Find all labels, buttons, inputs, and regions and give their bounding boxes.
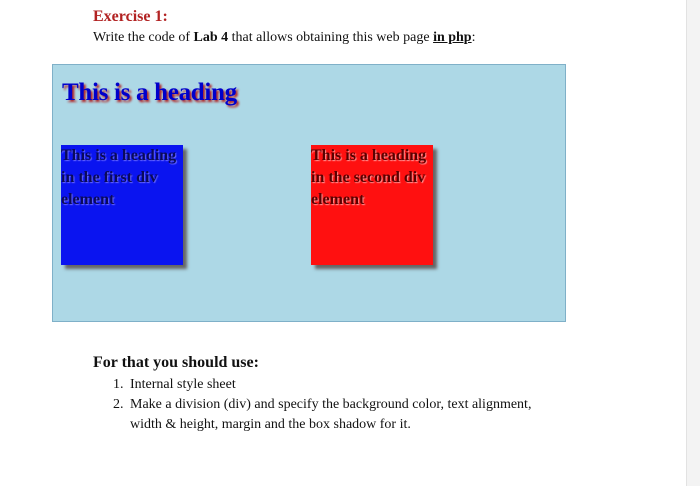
requirement-text: Make a division (div) and specify the background color, text alignment, xyxy=(130,397,532,412)
exercise-instruction xyxy=(93,30,476,46)
requirement-item xyxy=(113,395,531,435)
first-div-box xyxy=(61,145,183,265)
requirements-list xyxy=(113,375,531,435)
exercise-title: Exercise 1: xyxy=(93,8,168,25)
instruction-text-middle: that allows obtaining this web page xyxy=(228,30,434,45)
instruction-php-ref: in php xyxy=(433,30,472,45)
instruction-lab-ref: Lab 4 xyxy=(193,30,229,45)
requirement-number: 1. xyxy=(113,377,124,392)
requirement-number: 2. xyxy=(113,397,124,412)
first-div-heading: This is a heading in the first div element xyxy=(61,147,177,208)
second-div-box xyxy=(311,145,433,265)
requirement-item xyxy=(113,375,531,395)
instruction-text-start: Write the code of xyxy=(93,30,194,45)
instruction-text-end: : xyxy=(471,30,476,45)
requirements-title: For that you should use: xyxy=(93,354,259,371)
second-div-heading: This is a heading in the second div element xyxy=(311,147,427,208)
example-webpage-render xyxy=(52,64,566,322)
requirement-text: Internal style sheet xyxy=(130,377,236,392)
example-heading: This is a heading xyxy=(62,79,237,106)
requirement-text-continuation: width & height, margin and the box shadow for it. xyxy=(130,417,411,432)
